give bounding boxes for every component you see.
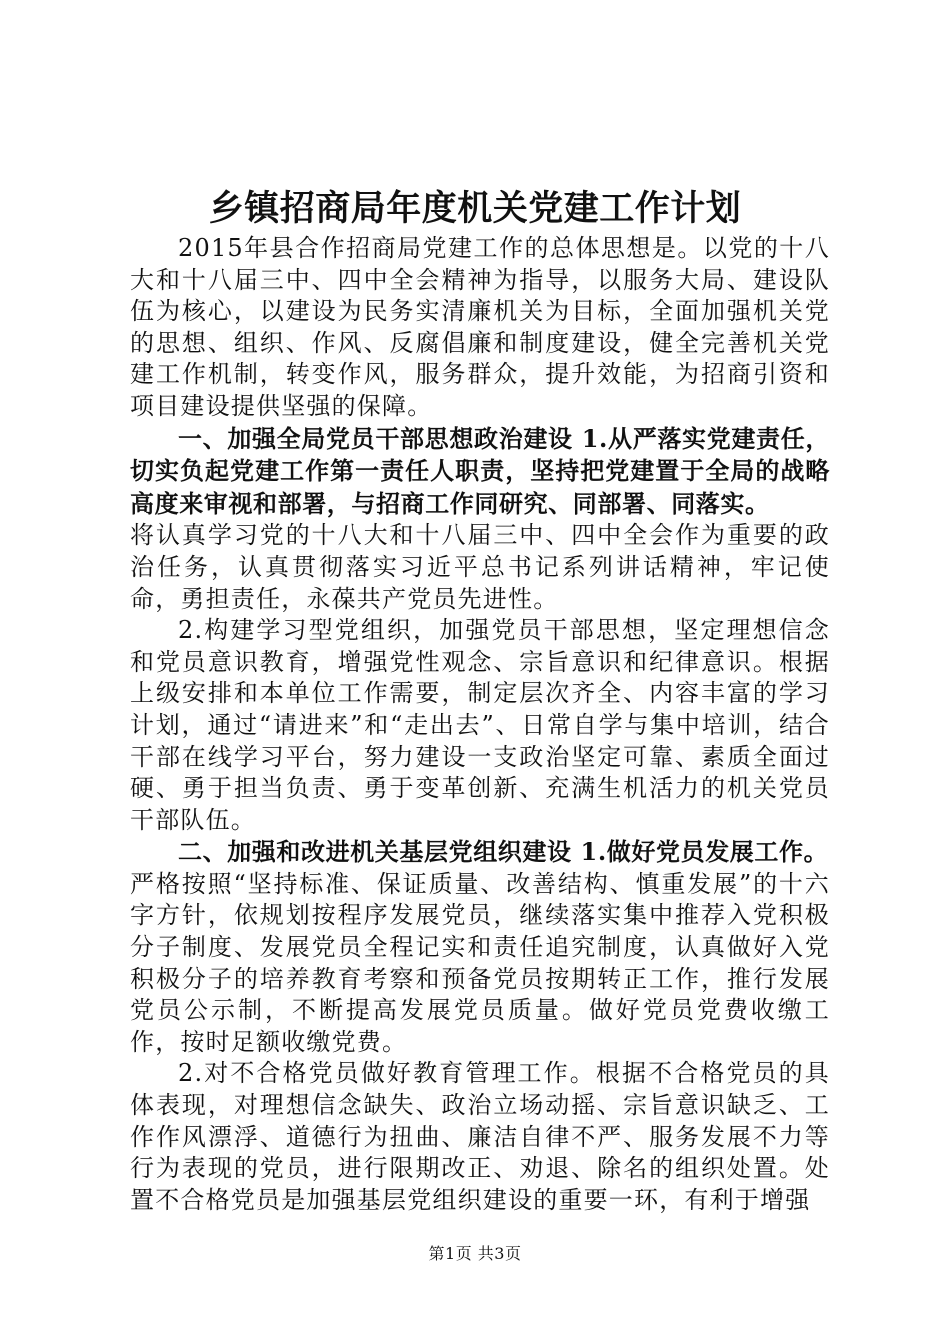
section-one-heading: 一、加强全局党员干部思想政治建设 1.从严落实党建责任，切实负起党建工作第一责任人职责，坚持把党建置于全局的战略高度来审视和部署，与招商工作同研究、同部署、同落实。: [130, 423, 830, 518]
paragraph-intro: 2015年县合作招商局党建工作的总体思想是。以党的十八大和十八届三中、四中全会精神为指导，以服务大局、建设队伍为核心，以建设为民务实清廉机关为目标，全面加强机关党的思想、组织、作风、反腐倡廉和制度建设，健全完善机关党建工作机制，转变作风，服务群众，提升效能，为招商引资和项目建设提供坚强的保障。: [130, 234, 830, 420]
document-body: [130, 233, 830, 1216]
paragraph-section-two: [130, 836, 830, 869]
paragraph-section-one: [130, 423, 830, 521]
page-footer: 第1页 共3页: [428, 1244, 522, 1263]
section-two-heading: 二、加强和改进机关基层党组织建设 1.做好党员发展工作。: [178, 837, 829, 867]
document-title: 乡镇招商局年度机关党建工作计划: [208, 188, 742, 229]
paragraph-item-2-learning: 2.构建学习型党组织，加强党员干部思想，坚定理想信念和党员意识教育，增强党性观念、宗旨意识和纪律意识。根据上级安排和本单位工作需要，制定层次齐全、内容丰富的学习计划，通过“请进来”和“走出去”、日常自学与集中培训，结合干部在线学习平台，努力建设一支政治坚定可靠、素质全面过硬、勇于担当负责、勇于变革创新、充满生机活力的机关党员干部队伍。: [130, 616, 830, 834]
paragraph-section-two-body: 严格按照“坚持标准、保证质量、改善结构、慎重发展”的十六字方针，依规划按程序发展党员，继续落实集中推荐入党积极分子制度、发展党员全程记实和责任追究制度，认真做好入党积极分子的培养教育考察和预备党员按期转正工作，推行发展党员公示制，不断提高发展党员质量。做好党员党费收缴工作，按时足额收缴党费。: [130, 869, 830, 1056]
paragraph-section-one-body: 将认真学习党的十八大和十八届三中、四中全会作为重要的政治任务，认真贯彻落实习近平总书记系列讲话精神，牢记使命，勇担责任，永葆共产党员先进性。: [130, 521, 830, 613]
paragraph-item-2-unqualified: 2.对不合格党员做好教育管理工作。根据不合格党员的具体表现，对理想信念缺失、政治立场动摇、宗旨意识缺乏、工作作风漂浮、道德行为扭曲、廉洁自律不严、服务发展不力等行为表现的党员，进行限期改正、劝退、除名的组织处置。处置不合格党员是加强基层党组织建设的重要一环，有利于增强: [130, 1059, 830, 1214]
